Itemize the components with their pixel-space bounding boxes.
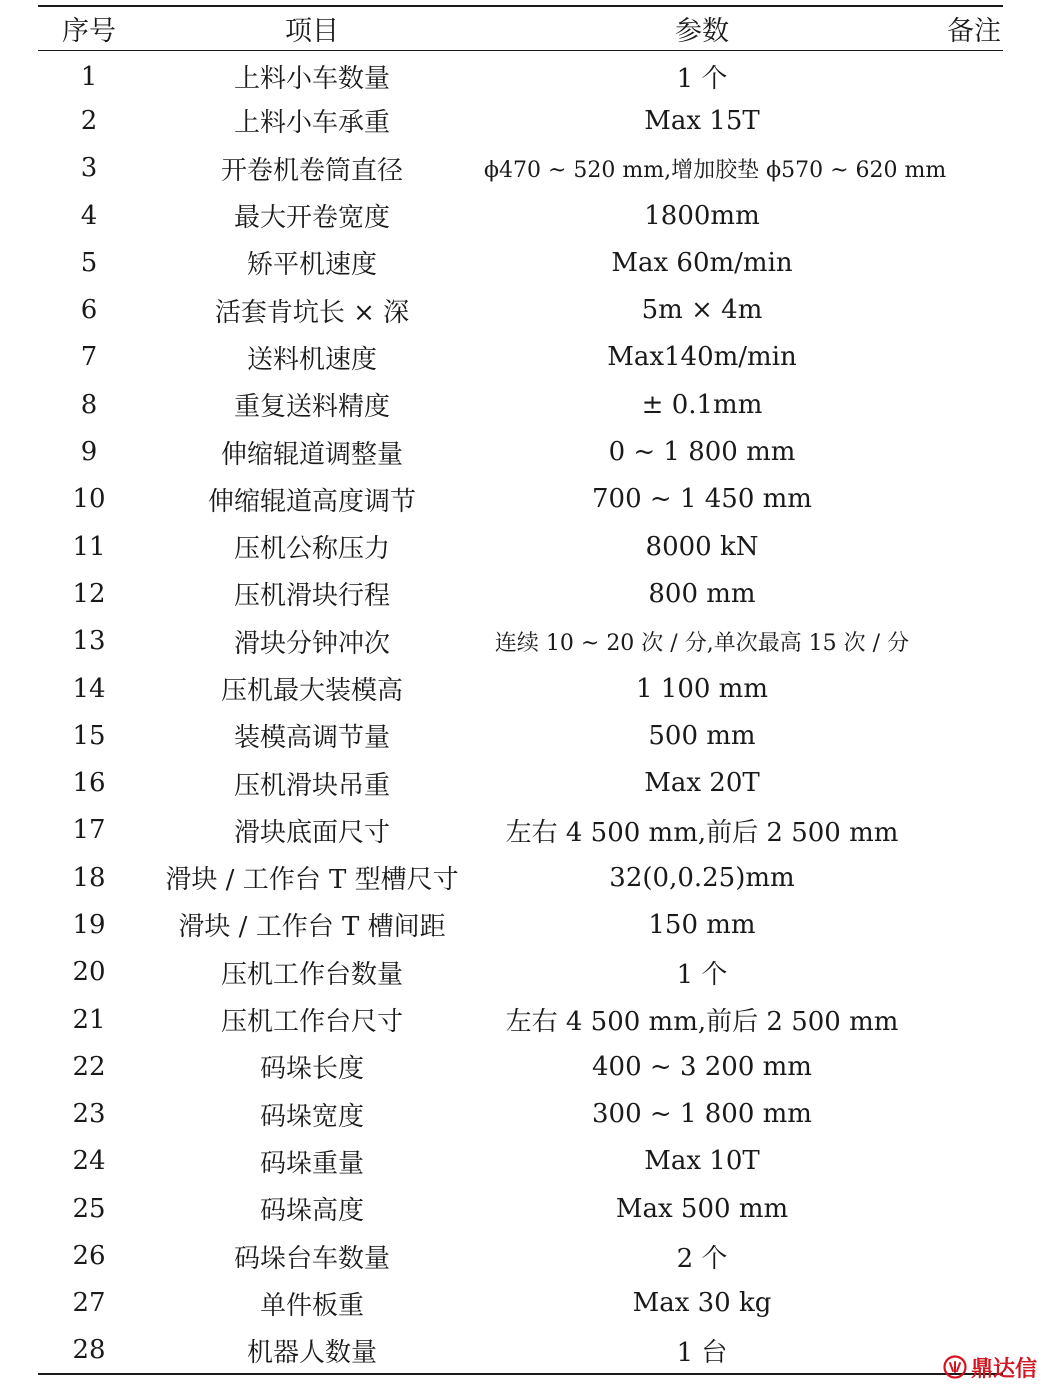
row-index-cell: 28 bbox=[38, 1327, 140, 1374]
table-row bbox=[38, 97, 1003, 144]
table-row bbox=[38, 428, 1003, 475]
header-item: 项目 bbox=[140, 6, 484, 50]
row-index-cell: 27 bbox=[72, 1288, 106, 1319]
row-index-cell: 20 bbox=[72, 957, 106, 988]
table-row bbox=[38, 570, 1003, 617]
row-index-cell: 1 bbox=[80, 61, 98, 92]
row-index-cell: 6 bbox=[80, 295, 98, 326]
row-index-cell: 24 bbox=[72, 1146, 106, 1177]
row-note-cell bbox=[920, 1091, 1003, 1138]
row-note-cell bbox=[920, 192, 1003, 239]
row-item-cell: 码垛重量 bbox=[259, 1148, 364, 1179]
table-row bbox=[38, 1232, 1003, 1279]
row-note-cell bbox=[920, 476, 1003, 523]
row-param-cell: 2 个 bbox=[676, 1243, 728, 1274]
table-row bbox=[38, 523, 1003, 570]
row-index-cell: 25 bbox=[72, 1193, 106, 1224]
row-note-cell bbox=[920, 949, 1003, 996]
table-row bbox=[38, 1327, 1003, 1374]
row-note-cell bbox=[920, 381, 1003, 428]
row-param-cell: Max 500 mm bbox=[615, 1193, 789, 1224]
dingdaxin-logo-icon bbox=[943, 1355, 967, 1379]
row-item-cell: 上料小车承重 bbox=[233, 108, 390, 139]
row-note-cell bbox=[920, 1232, 1003, 1279]
row-item-cell: 压机滑块吊重 bbox=[233, 770, 390, 801]
row-note-cell bbox=[920, 334, 1003, 381]
table-row bbox=[38, 334, 1003, 381]
watermark bbox=[943, 1353, 1037, 1381]
row-item-cell: 重复送料精度 bbox=[233, 392, 390, 423]
row-index-cell: 4 bbox=[80, 200, 98, 231]
row-item-cell: 码垛台车数量 bbox=[233, 1243, 390, 1274]
row-note-cell bbox=[920, 1043, 1003, 1090]
row-param-cell: 左右 4 500 mm,前后 2 500 mm bbox=[505, 817, 899, 848]
row-index-cell: 10 bbox=[72, 484, 106, 515]
row-param-cell: 150 mm bbox=[648, 909, 756, 940]
row-item-cell: 机器人数量 bbox=[140, 1327, 484, 1374]
row-index-cell: 5 bbox=[80, 247, 98, 278]
row-note-cell bbox=[920, 1138, 1003, 1185]
row-item-cell: 滑块底面尺寸 bbox=[233, 817, 390, 848]
row-note-cell bbox=[920, 665, 1003, 712]
row-note-cell bbox=[920, 901, 1003, 948]
table-row bbox=[38, 807, 1003, 854]
row-note-cell bbox=[920, 807, 1003, 854]
row-item-cell: 码垛高度 bbox=[259, 1196, 364, 1227]
row-param-cell: 左右 4 500 mm,前后 2 500 mm bbox=[505, 1007, 899, 1038]
row-index-cell: 12 bbox=[72, 578, 106, 609]
row-item-cell: 码垛长度 bbox=[259, 1054, 364, 1085]
table-body bbox=[38, 50, 1003, 1374]
row-index-cell: 16 bbox=[72, 768, 106, 799]
row-param-cell: ϕ470 ~ 520 mm,增加胶垫 ϕ570 ~ 620 mm bbox=[484, 157, 947, 183]
table-row bbox=[38, 949, 1003, 996]
table-row bbox=[38, 996, 1003, 1043]
table-row bbox=[38, 286, 1003, 333]
row-item-cell: 伸缩辊道高度调节 bbox=[207, 486, 416, 517]
row-note-cell bbox=[920, 428, 1003, 475]
table-row bbox=[38, 1185, 1003, 1232]
row-index-cell: 2 bbox=[80, 105, 98, 136]
row-item-cell: 伸缩辊道调整量 bbox=[220, 439, 403, 470]
row-index-cell: 14 bbox=[72, 673, 106, 704]
row-item-cell: 滑块分钟冲次 bbox=[233, 628, 390, 659]
row-item-cell: 装模高调节量 bbox=[233, 723, 390, 754]
row-item-cell: 码垛宽度 bbox=[259, 1101, 364, 1132]
row-note-cell bbox=[920, 712, 1003, 759]
table-row bbox=[38, 1138, 1003, 1185]
table-row bbox=[38, 854, 1003, 901]
table-row bbox=[38, 192, 1003, 239]
row-item-cell: 压机滑块行程 bbox=[233, 581, 390, 612]
table-row bbox=[38, 381, 1003, 428]
parameter-table-container bbox=[38, 5, 1003, 1375]
row-note-cell bbox=[920, 759, 1003, 806]
row-item-cell: 压机工作台尺寸 bbox=[220, 1007, 403, 1038]
row-param-cell: ± 0.1mm bbox=[641, 389, 763, 420]
row-param-cell: 500 mm bbox=[648, 720, 756, 751]
row-param-cell: 1 个 bbox=[676, 64, 728, 95]
row-index-cell: 19 bbox=[72, 909, 106, 940]
header-index: 序号 bbox=[38, 6, 140, 50]
row-index-cell: 26 bbox=[72, 1241, 106, 1272]
table-row bbox=[38, 901, 1003, 948]
row-index-cell: 9 bbox=[80, 437, 98, 468]
row-item-cell: 滑块 / 工作台 T 槽间距 bbox=[178, 912, 446, 943]
table-row bbox=[38, 618, 1003, 665]
row-param-cell: 300 ~ 1 800 mm bbox=[592, 1099, 812, 1130]
row-index-cell: 17 bbox=[72, 815, 106, 846]
row-param-cell: 400 ~ 3 200 mm bbox=[592, 1051, 812, 1082]
row-index-cell: 15 bbox=[72, 720, 106, 751]
row-param-cell: 0 ~ 1 800 mm bbox=[608, 437, 796, 468]
row-note-cell bbox=[920, 286, 1003, 333]
row-item-cell: 压机最大装模高 bbox=[220, 676, 403, 706]
table-row bbox=[38, 1091, 1003, 1138]
row-param-cell: 1 台 bbox=[484, 1327, 920, 1374]
row-item-cell: 压机工作台数量 bbox=[220, 959, 403, 990]
row-note-cell bbox=[920, 1280, 1003, 1327]
row-index-cell: 13 bbox=[72, 626, 106, 657]
header-note: 备注 bbox=[920, 6, 1003, 50]
row-index-cell: 23 bbox=[72, 1099, 106, 1130]
table-row bbox=[38, 476, 1003, 523]
parameter-table bbox=[38, 5, 1003, 1375]
row-note-cell bbox=[920, 1185, 1003, 1232]
row-index-cell: 3 bbox=[80, 153, 98, 184]
row-note-cell bbox=[920, 618, 1003, 665]
row-index-cell: 22 bbox=[72, 1051, 106, 1082]
row-item-cell: 最大开卷宽度 bbox=[233, 203, 390, 234]
row-param-cell: Max140m/min bbox=[607, 342, 797, 373]
table-row bbox=[38, 145, 1003, 192]
row-item-cell: 滑块 / 工作台 T 型槽尺寸 bbox=[165, 865, 459, 896]
row-item-cell: 开卷机卷筒直径 bbox=[220, 155, 403, 186]
row-param-cell: 32(0,0.25)mm bbox=[609, 862, 795, 893]
row-param-cell: Max 30 kg bbox=[632, 1288, 772, 1319]
row-param-cell: 800 mm bbox=[648, 578, 756, 609]
row-note-cell bbox=[920, 854, 1003, 901]
header-param: 参数 bbox=[484, 6, 920, 50]
row-param-cell: Max 60m/min bbox=[611, 247, 793, 278]
row-param-cell: 8000 kN bbox=[645, 531, 759, 562]
row-param-cell: Max 10T bbox=[644, 1146, 760, 1177]
watermark-text: 鼎达信 bbox=[970, 1356, 1037, 1382]
table-header-row bbox=[38, 6, 1003, 50]
row-param-cell: 5m × 4m bbox=[641, 295, 763, 326]
row-note-cell bbox=[920, 996, 1003, 1043]
row-note-cell bbox=[920, 523, 1003, 570]
row-note-cell bbox=[920, 570, 1003, 617]
row-index-cell: 7 bbox=[80, 342, 98, 373]
table-row bbox=[38, 50, 1003, 97]
row-index-cell: 21 bbox=[72, 1004, 106, 1035]
row-item-cell: 活套肯坑长 × 深 bbox=[214, 297, 410, 328]
row-item-cell: 矫平机速度 bbox=[246, 250, 377, 281]
table-row bbox=[38, 712, 1003, 759]
table-row bbox=[38, 1043, 1003, 1090]
row-item-cell: 上料小车数量 bbox=[233, 64, 390, 95]
row-param-cell: Max 20T bbox=[644, 768, 760, 799]
row-item-cell: 压机公称压力 bbox=[233, 534, 390, 565]
row-param-cell: 1 100 mm bbox=[635, 673, 768, 704]
row-param-cell: 700 ~ 1 450 mm bbox=[592, 484, 812, 515]
table-row bbox=[38, 665, 1003, 712]
row-param-cell: 1800mm bbox=[644, 200, 760, 231]
row-index-cell: 8 bbox=[80, 389, 98, 420]
row-param-cell: Max 15T bbox=[644, 105, 760, 136]
row-item-cell: 单件板重 bbox=[259, 1290, 364, 1321]
row-note-cell bbox=[920, 97, 1003, 144]
row-note-cell bbox=[920, 50, 1003, 97]
row-index-cell: 18 bbox=[72, 862, 106, 893]
table-row bbox=[38, 239, 1003, 286]
row-item-cell: 送料机速度 bbox=[246, 344, 377, 375]
row-note-cell bbox=[920, 239, 1003, 286]
row-param-cell: 1 个 bbox=[676, 959, 728, 990]
table-row bbox=[38, 759, 1003, 806]
table-row bbox=[38, 1280, 1003, 1327]
row-index-cell: 11 bbox=[72, 531, 106, 562]
row-param-cell: 连续 10 ~ 20 次 / 分,单次最高 15 次 / 分 bbox=[494, 630, 910, 656]
